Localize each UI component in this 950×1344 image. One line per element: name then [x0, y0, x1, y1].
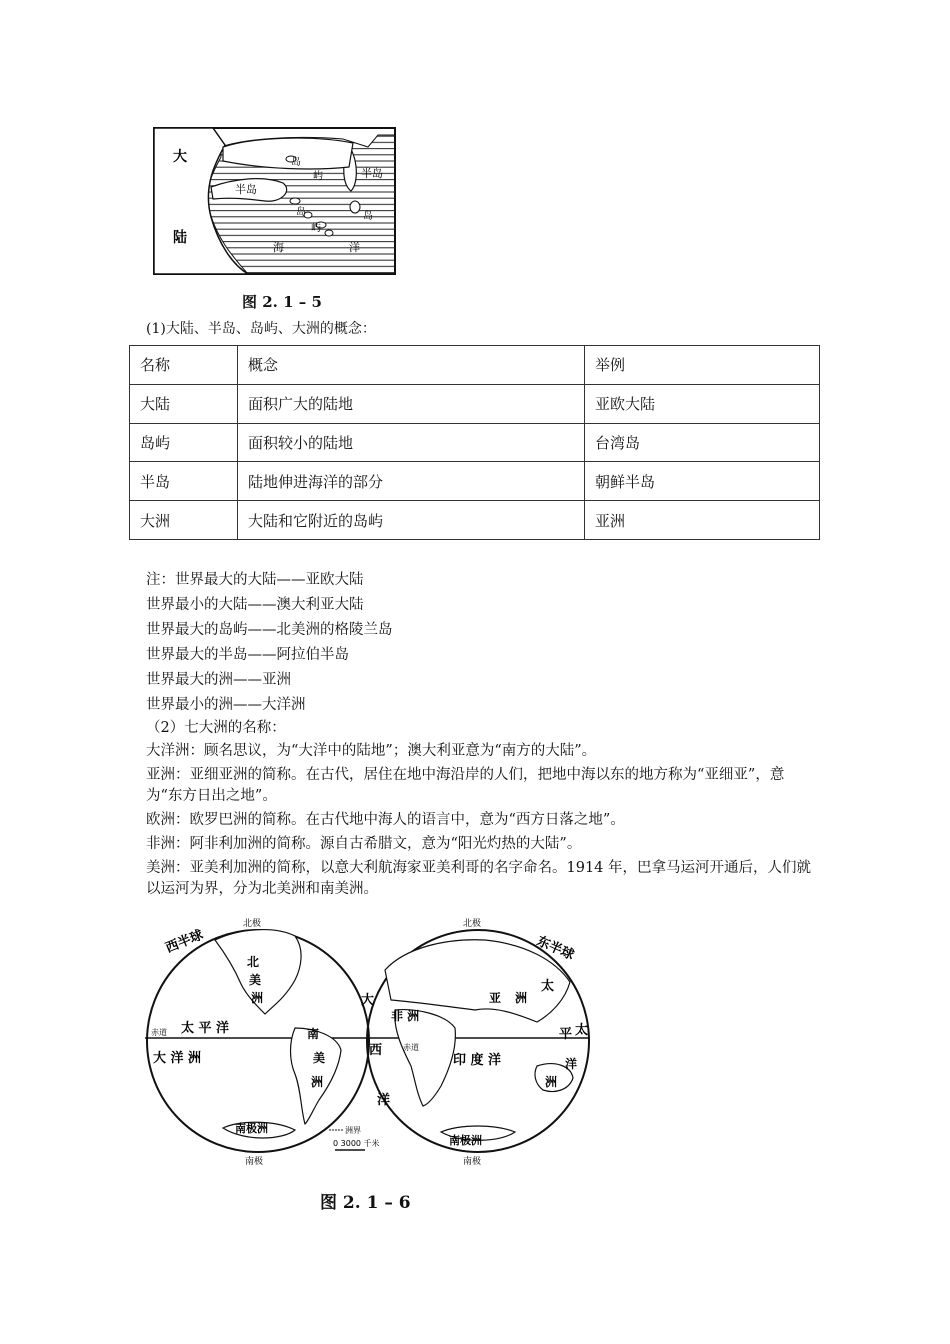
label-atlantic-east-1: 西: [369, 1043, 383, 1058]
paragraph: 美洲：亚美利加洲的简称，以意大利航海家亚美利哥的名字命名。1914 年，巴拿马运河开通后，人们就以运河为界，分为北美洲和南美洲。: [146, 860, 812, 897]
legend-boundary: 洲界: [345, 1126, 361, 1135]
label-ocean-right: 洋: [565, 1057, 578, 1071]
label-west-north-pole: 北极: [243, 919, 262, 929]
label-island-4: 屿: [311, 223, 321, 234]
table-row: [130, 423, 820, 462]
label-pacific-west: 太 平 洋: [181, 1021, 230, 1036]
africa-land: [395, 1010, 456, 1106]
table-cell: 亚欧大陆: [585, 384, 820, 423]
table-cell: 面积广大的陆地: [238, 384, 585, 423]
label-island-3: 岛: [296, 207, 306, 218]
label-island-5: 岛: [363, 211, 373, 222]
note-line: 世界最大的半岛——阿拉伯半岛: [146, 647, 349, 663]
table-row: [130, 384, 820, 423]
paragraph: 大洋洲：顾名思议，为“大洋中的陆地”；澳大利亚意为“南方的大陆”。: [146, 743, 597, 759]
table-header-cell: 名称: [130, 346, 238, 385]
label-indian-ocean: 印 度 洋: [453, 1053, 502, 1068]
label-antarctica-west: 南极洲: [235, 1122, 268, 1135]
notes-list: [146, 568, 826, 738]
scale-label: 0 3000 千米: [333, 1139, 380, 1148]
table-header-row: [130, 346, 820, 385]
table-cell: 台湾岛: [585, 423, 820, 462]
label-east-south-pole: 南极: [463, 1157, 482, 1167]
label-peninsula-right: 半岛: [361, 167, 383, 180]
table-row: [130, 462, 820, 501]
label-antarctica-east: 南极洲: [449, 1134, 482, 1147]
label-pacific-east-3: 太: [575, 1023, 589, 1038]
label-continent-1: 大: [173, 149, 187, 165]
label-west-south-pole: 南极: [245, 1157, 264, 1167]
table-cell: 亚洲: [585, 501, 820, 540]
section-2-title: （2）七大洲的名称：: [146, 720, 286, 736]
label-na-1: 北: [247, 955, 260, 969]
label-pacific-east-1: 太: [541, 979, 555, 994]
figure-hemispheres-map: [145, 910, 595, 1172]
label-west-equator: 赤道: [151, 1028, 167, 1037]
table-cell: 大洲: [130, 501, 238, 540]
note-line: 世界最大的岛屿——北美洲的格陵兰岛: [146, 622, 393, 638]
paragraph: 亚洲：亚细亚洲的简称。在古代，居住在地中海沿岸的人们，把地中海以东的地方称为“亚细亚”，意为“东方日出之地”。: [146, 767, 785, 804]
label-na-3: 洲: [251, 991, 264, 1005]
label-sa-1: 南: [307, 1027, 320, 1041]
label-sea-1: 海: [273, 241, 284, 254]
continent-names-text: [146, 741, 812, 903]
note-line: 世界最小的大陆——澳大利亚大陆: [146, 597, 364, 613]
table-cell: 陆地伸进海洋的部分: [238, 462, 585, 501]
label-sa-3: 洲: [311, 1075, 324, 1089]
label-oceania-east: 洲: [545, 1075, 558, 1089]
table-cell: 朝鲜半岛: [585, 462, 820, 501]
label-oceania-west: 大 洋 洲: [153, 1051, 202, 1066]
concept-table: [129, 345, 820, 540]
label-sea-2: 洋: [349, 241, 360, 254]
label-island-2: 屿: [313, 171, 323, 182]
figure-1-caption: 图 2. 1 – 5: [242, 293, 322, 311]
label-pacific-east-2: 平: [559, 1027, 573, 1042]
note-line: 世界最小的洲——大洋洲: [146, 697, 306, 713]
label-peninsula-left: 半岛: [235, 183, 257, 196]
paragraph: 欧洲：欧罗巴洲的简称。在古代地中海人的语言中，意为“西方日落之地”。: [146, 812, 625, 828]
label-asia-2: 洲: [515, 991, 528, 1005]
label-east-north-pole: 北极: [463, 919, 482, 929]
table-header-cell: 举例: [585, 346, 820, 385]
label-atlantic-west: 大: [361, 993, 375, 1008]
section-1-title: (1)大陆、半岛、岛屿、大洲的概念：: [146, 321, 376, 337]
table-cell: 岛屿: [130, 423, 238, 462]
label-east-equator: 赤道: [403, 1043, 419, 1052]
label-atlantic-east-2: 洋: [377, 1093, 391, 1108]
label-western-hemisphere: 西半球: [163, 927, 206, 957]
label-africa: 非 洲: [391, 1009, 420, 1023]
table-cell: 大陆和它附近的岛屿: [238, 501, 585, 540]
label-sa-2: 美: [313, 1051, 326, 1065]
note-line: 注：世界最大的大陆——亚欧大陆: [146, 572, 364, 588]
note-line: 世界最大的洲——亚洲: [146, 672, 291, 688]
label-eastern-hemisphere: 东半球: [534, 933, 577, 964]
figure-continent-diagram: [153, 127, 396, 276]
paragraph: 非洲：阿非利加洲的简称。源自古希腊文，意为“阳光灼热的大陆”。: [146, 836, 582, 852]
label-na-2: 美: [249, 973, 262, 987]
table-header-cell: 概念: [238, 346, 585, 385]
label-continent-2: 陆: [173, 230, 187, 246]
table-row: [130, 501, 820, 540]
table-cell: 面积较小的陆地: [238, 423, 585, 462]
label-island-1: 岛: [291, 157, 301, 168]
figure-2-caption: 图 2. 1 – 6: [320, 1193, 411, 1213]
table-cell: 半岛: [130, 462, 238, 501]
label-asia-1: 亚: [489, 991, 502, 1005]
table-cell: 大陆: [130, 384, 238, 423]
